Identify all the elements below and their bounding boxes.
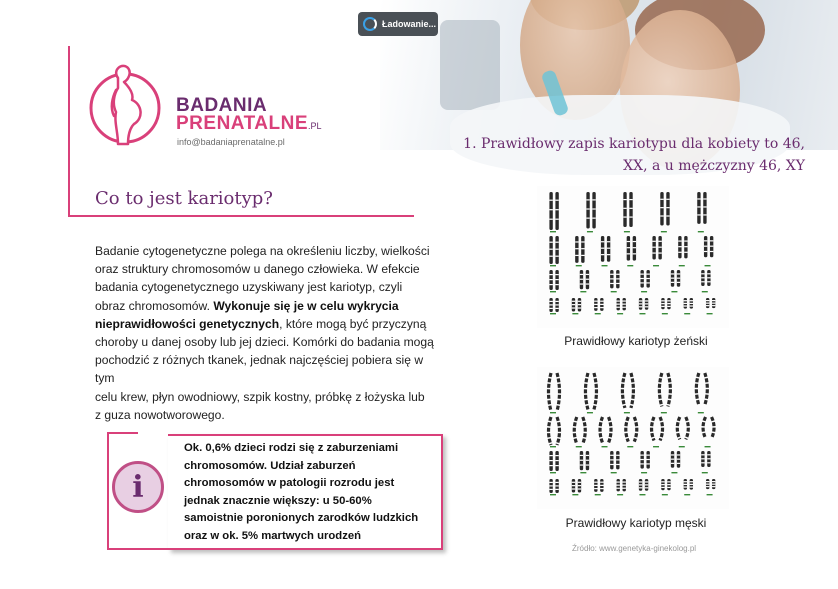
karyotype-male-image <box>537 367 729 509</box>
brand-line2: PRENATALNE.PL <box>176 113 322 134</box>
email-text: info@badaniaprenatalne.pl <box>177 137 285 147</box>
brand-line1: BADANIA <box>176 95 268 116</box>
body-paragraph: Badanie cytogenetyczne polega na określeniu liczby, wielkości oraz struktury chromosomów u danego człowieka. W efekcie badania cytogenetycznego uzyskiwany jest kariotyp, czyli obraz chromosomów. Wykonuje się je w celu wykrycia nieprawidłowości genetycznych, które mogą być przyczyną choroby u danej osoby lub jej dzieci. Komórki do badania mogą pochodzić z różnych tkanek, jednak najczęściej pobiera się w tym celu krew, płyn owodniowy, szpik kostny, próbkę z łożyska lub z guza nowotworowego. <box>95 244 434 422</box>
title-underline <box>68 215 414 217</box>
info-frame-bottom <box>107 548 170 550</box>
info-icon: i <box>112 461 164 513</box>
karyotype-female-label: Prawidłowy kariotyp żeński <box>564 334 708 348</box>
page-title: Co to jest kariotyp? <box>95 188 273 209</box>
brand-suffix: .PL <box>308 121 322 131</box>
frame-line-vertical <box>68 46 70 217</box>
loading-indicator <box>358 12 438 36</box>
info-frame-top <box>107 432 138 434</box>
karyotype-female-image <box>537 186 729 328</box>
lab-photo <box>380 0 838 150</box>
karyotype-caption: 1. Prawidłowy zapis kariotypu dla kobiety to 46, XX, a u mężczyzny 46, XY <box>463 136 805 174</box>
source-text: Źródło: www.genetyka-ginekolog.pl <box>572 544 697 553</box>
info-frame-left <box>107 432 109 550</box>
loading-text: Ładowanie... <box>382 19 437 29</box>
info-text: Ok. 0,6% dzieci rodzi się z zaburzeniami chromosomów. Udział zaburzeń chromosomów w patologii rozrodu jest jednak znacznie większy: u 50-60% samoistnie poronionych zarodków ludzkich oraz w ok. 5% martwych urodzeń <box>184 442 419 542</box>
spinner-icon <box>363 17 377 31</box>
karyotype-male-label: Prawidłowy kariotyp męski <box>565 516 707 530</box>
pregnant-woman-logo-icon <box>88 60 164 146</box>
